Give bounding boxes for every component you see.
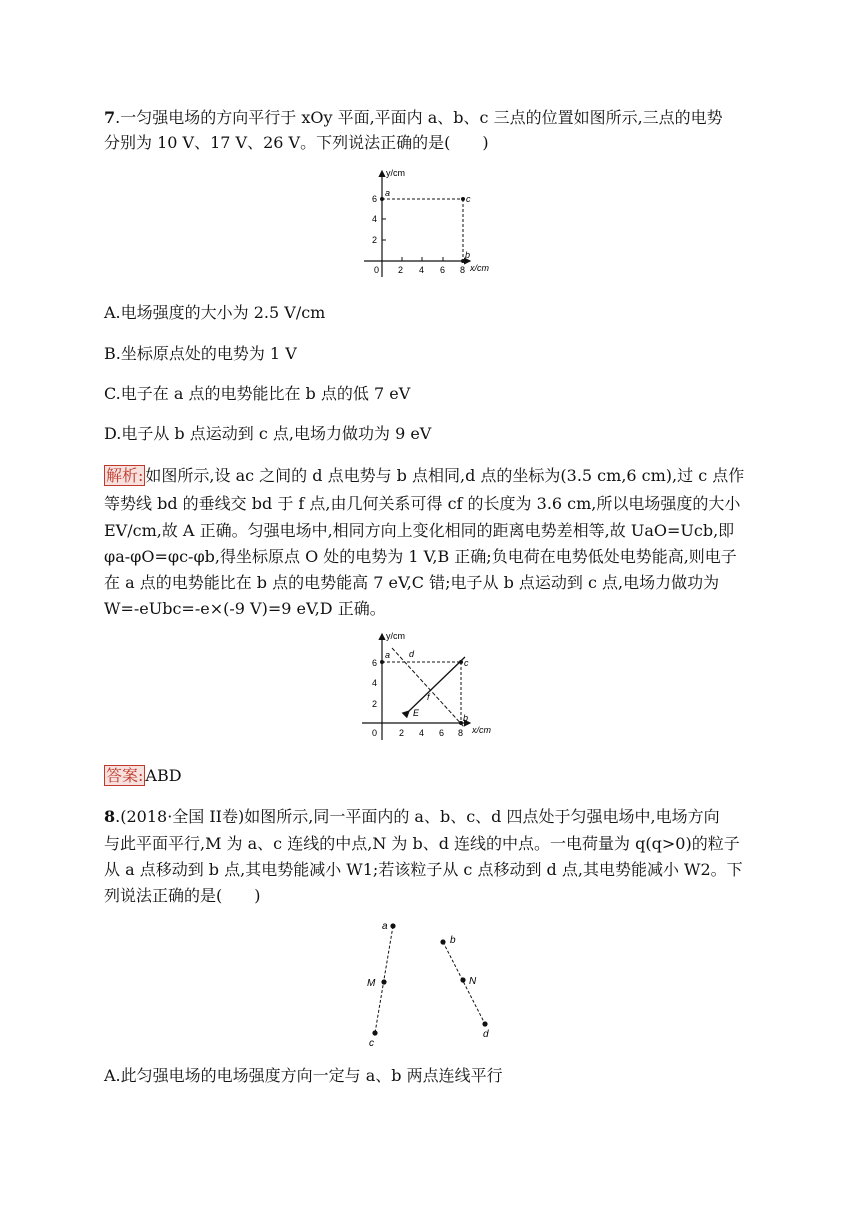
- label-d: d: [483, 1029, 489, 1040]
- label-n: N: [469, 976, 477, 987]
- label-a: a: [385, 188, 391, 198]
- x-tick-label: 6: [439, 728, 445, 738]
- analysis-figure: [352, 630, 502, 744]
- q8-stem-line4: 列说法正确的是( ): [104, 886, 261, 905]
- label-c: c: [466, 194, 471, 204]
- q7-stem-line1: 7.一匀强电场的方向平行于 xOy 平面,平面内 a、b、c 三点的位置如图所示,三点的电势: [104, 108, 723, 127]
- equipotential-bd: [392, 648, 464, 727]
- analysis-line2: 等势线 bd 的垂线交 bd 于 f 点,由几何关系可得 cf 的长度为 3.6 cm,所以电场强度的大小: [104, 494, 741, 513]
- analysis-tag: 解析:: [106, 466, 144, 485]
- y-tick-label: 4: [372, 214, 378, 224]
- point-c: [461, 197, 465, 201]
- x-tick-label: 8: [458, 728, 464, 738]
- label-e: E: [413, 708, 420, 718]
- analysis-line5: 在 a 点的电势能比在 b 点的电势能高 7 eV,C 错;电子从 b 点运动到 c 点,电场力做功为: [104, 573, 720, 592]
- point-n: [460, 977, 465, 982]
- q8-number: 8: [104, 807, 116, 826]
- q8-stem-line1: 8.(2018·全国 II卷)如图所示,同一平面内的 a、b、c、d 四点处于匀强电场中,电场方向: [104, 807, 720, 826]
- y-tick-label: 2: [372, 235, 378, 245]
- origin-label: 0: [372, 728, 378, 738]
- point-a: [380, 197, 384, 201]
- x-tick-labels: [398, 265, 465, 275]
- q7-option-d: D.电子从 b 点运动到 c 点,电场力做功为 9 eV: [104, 424, 432, 443]
- q8-stem-line3: 从 a 点移动到 b 点,其电势能减小 W1;若该粒子从 c 点移动到 d 点,其电势能减小 W2。下: [104, 860, 743, 879]
- label-a: a: [385, 650, 391, 660]
- answer-line: [104, 766, 182, 786]
- point-d: [482, 1021, 487, 1026]
- analysis-line3: EV/cm,故 A 正确。匀强电场中,相同方向上变化相同的距离电势差相等,故 UaO=Ucb,即: [104, 521, 735, 540]
- x-tick-label: 6: [440, 265, 446, 275]
- x-axis-label: x/cm: [470, 263, 489, 273]
- field-line-e: [409, 657, 465, 711]
- x-tick-label: 4: [419, 728, 425, 738]
- label-b: b: [463, 713, 469, 723]
- point-c: [372, 1030, 377, 1035]
- label-f: f: [427, 692, 430, 702]
- y-axis-label: y/cm: [386, 631, 405, 641]
- point-b: [440, 939, 445, 944]
- q7-option-b: B.坐标原点处的电势为 1 V: [104, 344, 297, 363]
- q7-option-c: C.电子在 a 点的电势能比在 b 点的低 7 eV: [104, 384, 411, 403]
- q8-option-a: A.此匀强电场的电场强度方向一定与 a、b 两点连线平行: [104, 1066, 503, 1085]
- point-m: [381, 979, 386, 984]
- analysis-line6: W=-eUbc=-e×(-9 V)=9 eV,D 正确。: [104, 599, 386, 618]
- q8-stem-line2: 与此平面平行,M 为 a、c 连线的中点,N 为 b、d 连线的中点。一电荷量为 q(q>0)的粒子: [104, 834, 740, 853]
- x-tick-label: 8: [460, 265, 466, 275]
- y-axis-label: y/cm: [386, 168, 405, 178]
- answer-value: ABD: [145, 766, 182, 785]
- q7-option-a: A.电场强度的大小为 2.5 V/cm: [104, 303, 326, 322]
- label-c: c: [464, 658, 469, 668]
- x-tick-label: 2: [399, 728, 405, 738]
- y-tick-label: 4: [372, 678, 378, 688]
- answer-tag: 答案:: [106, 766, 144, 785]
- y-tick-label: 6: [372, 658, 378, 668]
- q7-number: 7: [104, 108, 116, 127]
- x-tick-label: 4: [419, 265, 425, 275]
- y-tick-label: 6: [372, 194, 378, 204]
- label-a: a: [382, 921, 388, 932]
- x-axis-label: x/cm: [472, 725, 491, 735]
- q8-figure: [355, 912, 515, 1052]
- label-m: M: [367, 978, 376, 989]
- label-c: c: [369, 1038, 374, 1049]
- label-b: b: [465, 250, 471, 260]
- y-tick-label: 2: [372, 699, 378, 709]
- q7-stem-line2: 分别为 10 V、17 V、26 V。下列说法正确的是( ): [104, 133, 489, 152]
- y-tick-labels: [372, 194, 377, 245]
- bd-line: [443, 942, 485, 1024]
- q7-figure: [360, 165, 500, 281]
- label-b: b: [450, 935, 456, 946]
- label-d: d: [409, 649, 415, 659]
- analysis-line4: φa-φO=φc-φb,得坐标原点 O 处的电势为 1 V,B 正确;负电荷在电势低处电势能高,则电子: [104, 547, 737, 566]
- origin-label: 0: [374, 265, 380, 275]
- point-a: [390, 923, 395, 928]
- x-tick-label: 2: [398, 265, 404, 275]
- analysis-line1: 解析: 如图所示,设 ac 之间的 d 点电势与 b 点相同,d 点的坐标为(3.5 cm,6 cm),过 c 点作: [106, 466, 745, 485]
